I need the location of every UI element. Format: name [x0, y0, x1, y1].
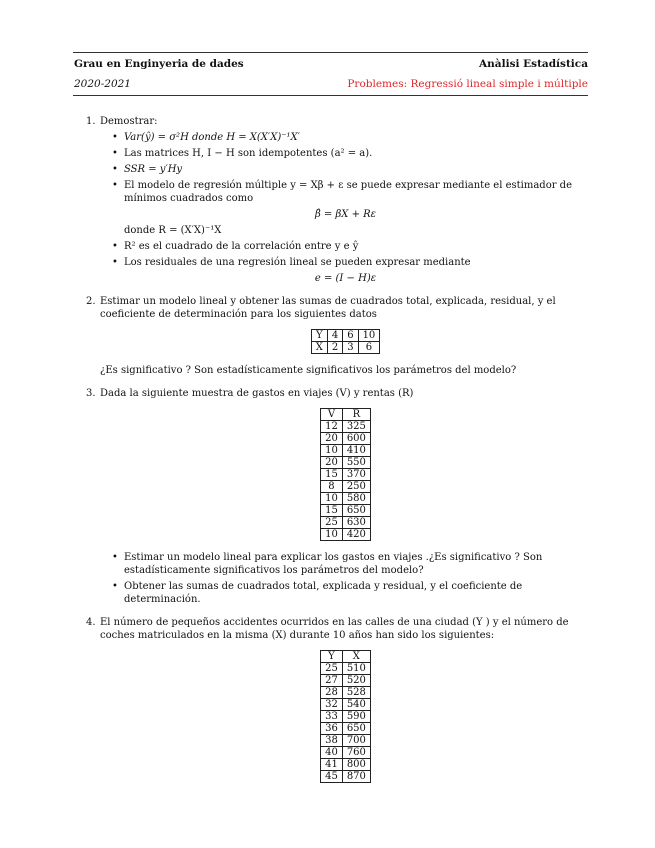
- table-cell: 10: [321, 529, 343, 541]
- table-cell: 6: [358, 342, 380, 354]
- table-cell: 38: [321, 735, 343, 747]
- table-cell: 10: [321, 445, 343, 457]
- equation-residuals: e = (I − H)ε: [314, 273, 377, 284]
- problem-2-question: ¿Es significativo ? Son estadísticamente significativos los parámetros del modelo?: [100, 365, 517, 376]
- bullet-text: El modelo de regresión múltiple y = Xβ + ε se puede expresar mediante el estimador de mínimos cuadrados como: [124, 180, 572, 204]
- table-cell: 800: [342, 759, 370, 771]
- header-rule-bottom: [73, 95, 588, 96]
- table-cell: 15: [321, 505, 343, 517]
- table-cell: 28: [321, 687, 343, 699]
- table-row: [321, 469, 371, 481]
- table-cell: 325: [342, 421, 370, 433]
- subject-name: Anàlisi Estadística: [479, 58, 588, 70]
- table-row: [321, 723, 371, 735]
- table-header-cell: Y: [321, 651, 343, 663]
- bullet-item: [100, 551, 591, 577]
- table-header-row: [321, 651, 371, 663]
- data-table-wrap: [100, 650, 591, 783]
- table-cell: 2: [327, 342, 342, 354]
- data-table-vr: [320, 408, 371, 541]
- table-row: [321, 433, 371, 445]
- table-row: [321, 759, 371, 771]
- table-row: [321, 747, 371, 759]
- problem-3: [86, 387, 591, 606]
- table-cell: 32: [321, 699, 343, 711]
- table-cell: 510: [342, 663, 370, 675]
- bullet-item: [100, 256, 591, 269]
- problem-1: [86, 115, 591, 285]
- table-cell: 45: [321, 771, 343, 783]
- table-cell: 370: [342, 469, 370, 481]
- bullet-item: [100, 240, 591, 253]
- header-row-2: [74, 78, 588, 90]
- topic-title: Problemes: Regressió lineal simple i múltiple: [347, 78, 588, 90]
- table-row: [321, 663, 371, 675]
- table-cell: 630: [342, 517, 370, 529]
- problem-2: [86, 295, 591, 377]
- table-row: [321, 675, 371, 687]
- problem-3-text: Dada la siguiente muestra de gastos en viajes (V) y rentas (R): [100, 388, 414, 399]
- bullet-text: Los residuales de una regresión lineal se pueden expresar mediante: [124, 257, 471, 268]
- header-rule-top: [73, 52, 588, 53]
- table-cell: 590: [342, 711, 370, 723]
- table-header-row: [321, 409, 371, 421]
- table-header-cell: R: [342, 409, 370, 421]
- table-row: [321, 481, 371, 493]
- problem-3-bullets: [100, 551, 591, 606]
- bullet-item: [100, 163, 591, 176]
- table-row: [321, 711, 371, 723]
- table-cell: 528: [342, 687, 370, 699]
- problem-1-bullets: [100, 131, 591, 205]
- table-cell: 10: [358, 330, 380, 342]
- table-row: [321, 421, 371, 433]
- table-row: [321, 687, 371, 699]
- table-cell: 27: [321, 675, 343, 687]
- table-cell: X: [311, 342, 327, 354]
- problem-list: [86, 115, 591, 793]
- data-table-wrap: [100, 329, 591, 354]
- problem-number: 4.: [86, 617, 96, 628]
- table-row: [321, 699, 371, 711]
- table-cell: 25: [321, 663, 343, 675]
- data-table-yx-accidents: [320, 650, 371, 783]
- table-cell: 870: [342, 771, 370, 783]
- table-cell: 6: [343, 330, 358, 342]
- table-cell: 36: [321, 723, 343, 735]
- data-table-wrap: [100, 408, 591, 541]
- problem-number: 2.: [86, 296, 96, 307]
- bullet-text: R² es el cuadrado de la correlación entre y e ŷ: [124, 241, 359, 252]
- problem-number: 3.: [86, 388, 96, 399]
- table-row: [321, 771, 371, 783]
- table-row: [321, 517, 371, 529]
- academic-year: 2020-2021: [74, 78, 131, 90]
- bullet-text: Estimar un modelo lineal para explicar los gastos en viajes .¿Es significativo ? Son estadísticamente significativos los parámetros del modelo?: [124, 552, 543, 576]
- bullet-text: Obtener las sumas de cuadrados total, explicada y residual, y el coeficiente de determinación.: [124, 581, 523, 605]
- table-cell: 550: [342, 457, 370, 469]
- table-cell: 15: [321, 469, 343, 481]
- table-cell: 700: [342, 735, 370, 747]
- table-cell: 420: [342, 529, 370, 541]
- table-cell: 250: [342, 481, 370, 493]
- table-cell: 410: [342, 445, 370, 457]
- table-cell: 8: [321, 481, 343, 493]
- table-cell: 12: [321, 421, 343, 433]
- bullet-item: [100, 179, 591, 205]
- table-row: [321, 735, 371, 747]
- bullet-text: SSR = y′Hy: [124, 164, 183, 175]
- definition-r: donde R = (X′X)⁻¹X: [124, 225, 222, 236]
- data-table-yx: [311, 329, 381, 354]
- equation-beta-hat: β̂ = βX + Rε: [314, 209, 377, 220]
- bullet-item: [100, 147, 591, 160]
- problem-4-text: El número de pequeños accidentes ocurridos en las calles de una ciudad (Y ) y el número de coches matriculados en la misma (X) durante 10 años han sido los siguientes:: [100, 617, 569, 641]
- problem-number: 1.: [86, 116, 96, 127]
- bullet-text: Var(ŷ) = σ²H donde H = X(X′X)⁻¹X′: [124, 132, 300, 143]
- header-row-1: [74, 58, 588, 70]
- table-header-cell: X: [342, 651, 370, 663]
- table-cell: 41: [321, 759, 343, 771]
- table-row: [321, 505, 371, 517]
- table-cell: 4: [327, 330, 342, 342]
- table-cell: 580: [342, 493, 370, 505]
- table-cell: Y: [311, 330, 327, 342]
- table-cell: 40: [321, 747, 343, 759]
- table-row: [321, 457, 371, 469]
- table-cell: 600: [342, 433, 370, 445]
- table-row: [321, 445, 371, 457]
- bullet-text: Las matrices H, I − H son idempotentes (a² = a).: [124, 148, 373, 159]
- table-cell: 10: [321, 493, 343, 505]
- table-row-x: [311, 342, 380, 354]
- table-cell: 520: [342, 675, 370, 687]
- bullet-item: [100, 131, 591, 144]
- table-cell: 650: [342, 505, 370, 517]
- table-cell: 3: [343, 342, 358, 354]
- table-cell: 20: [321, 433, 343, 445]
- table-row: [321, 493, 371, 505]
- table-cell: 760: [342, 747, 370, 759]
- problem-4: [86, 616, 591, 783]
- table-cell: 33: [321, 711, 343, 723]
- table-cell: 20: [321, 457, 343, 469]
- table-cell: 25: [321, 517, 343, 529]
- problem-1-intro: Demostrar:: [100, 116, 158, 127]
- table-row: [321, 529, 371, 541]
- table-row-y: [311, 330, 380, 342]
- table-cell: 540: [342, 699, 370, 711]
- problem-1-bullets-2: [100, 240, 591, 269]
- course-name: Grau en Enginyeria de dades: [74, 58, 244, 70]
- table-header-cell: V: [321, 409, 343, 421]
- problem-2-text: Estimar un modelo lineal y obtener las sumas de cuadrados total, explicada, residual, y el coeficiente de determinación para los siguientes datos: [100, 296, 556, 320]
- table-cell: 650: [342, 723, 370, 735]
- bullet-item: [100, 580, 591, 606]
